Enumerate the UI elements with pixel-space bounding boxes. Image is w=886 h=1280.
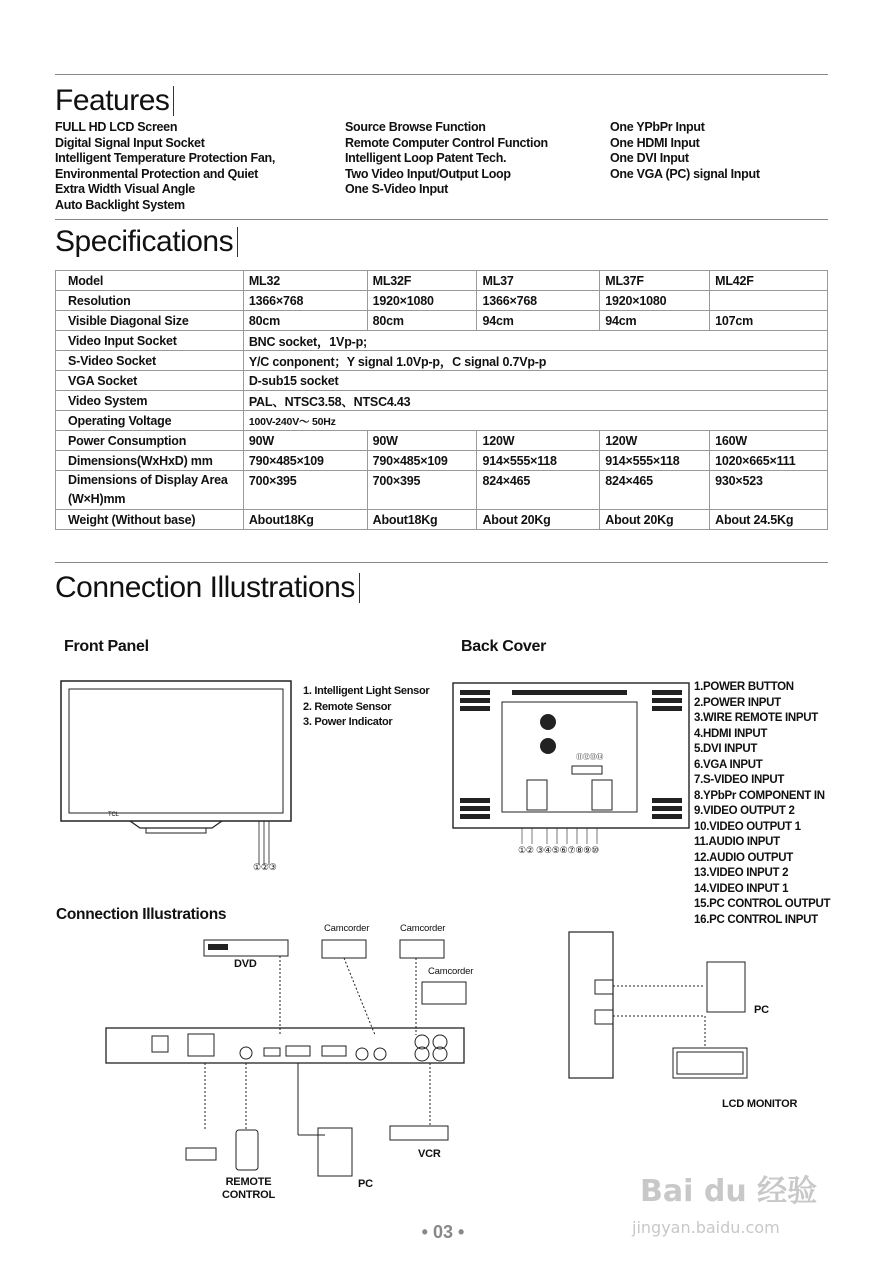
list-item: 7.S-VIDEO INPUT xyxy=(694,774,785,786)
feature-item: Auto Backlight System xyxy=(55,197,185,212)
feature-item: One DVI Input xyxy=(610,151,689,165)
list-item: 10.VIDEO OUTPUT 1 xyxy=(694,820,801,833)
list-item: 1.POWER BUTTON xyxy=(694,681,794,693)
diagram-title: Connection Illustrations xyxy=(56,906,227,923)
table-cell: Y/C conponent；Y signal 1.0Vp-p，C signal 0.7Vp-p xyxy=(243,351,827,371)
feature-item: Environmental Protection and Quiet xyxy=(55,166,259,181)
table-cell: About 24.5Kg xyxy=(710,510,828,530)
table-row-vga xyxy=(56,371,828,391)
table-cell: Visible Diagonal Size xyxy=(56,311,244,331)
features-col-1 xyxy=(55,120,275,213)
table-cell: 100V-240V～ 50Hz xyxy=(243,411,827,431)
list-item: 5.DVI INPUT xyxy=(694,743,758,755)
back-callouts: ①② ③④⑤⑥⑦⑧⑨⑩ xyxy=(518,845,599,855)
specifications-table xyxy=(55,270,828,530)
list-item: 13.VIDEO INPUT 2 xyxy=(694,867,789,879)
watermark-logo: Bai du 经验 xyxy=(640,1174,818,1209)
spec-rule xyxy=(55,219,828,220)
list-item: 4.HDMI INPUT xyxy=(694,727,768,740)
back-top-callouts: ⑪⑫⑬⑭ xyxy=(576,754,604,761)
table-cell: ML32 xyxy=(243,271,367,291)
table-cell: Model xyxy=(56,271,244,291)
page-number: • 03 • xyxy=(421,1222,465,1242)
table-cell: Dimensions(WxHxD) mm xyxy=(56,451,244,471)
lcd-monitor-label: LCD MONITOR xyxy=(722,1098,798,1110)
table-cell: 80cm xyxy=(367,311,477,331)
table-cell: 160W xyxy=(710,431,828,451)
pc-control-diagram xyxy=(565,930,755,1080)
list-item: 3.WIRE REMOTE INPUT xyxy=(694,712,819,724)
table-cell: Video System xyxy=(56,391,244,411)
list-item: 3. Power Indicator xyxy=(303,716,393,728)
front-panel-list xyxy=(303,684,429,731)
back-cover-diagram xyxy=(452,682,690,847)
remote-control-label: REMOTE CONTROL xyxy=(222,1176,275,1201)
table-cell: 80cm xyxy=(243,311,367,331)
table-cell: 120W xyxy=(600,431,710,451)
feature-item: Remote Computer Control Function xyxy=(345,135,548,150)
connection-heading: Connection Illustrations xyxy=(55,573,360,603)
feature-item: Intelligent Loop Patent Tech. xyxy=(345,151,507,165)
list-item: 1. Intelligent Light Sensor xyxy=(303,685,430,697)
table-cell: 94cm xyxy=(600,311,710,331)
table-cell xyxy=(710,291,828,311)
table-row-weight xyxy=(56,510,828,530)
table-cell: Resolution xyxy=(56,291,244,311)
table-row-diagonal xyxy=(56,311,828,331)
list-item: 15.PC CONTROL OUTPUT xyxy=(694,898,831,910)
table-cell: 1020×665×111 xyxy=(710,451,828,471)
table-cell: About 20Kg xyxy=(600,510,710,530)
pc-label-1: PC xyxy=(358,1178,373,1190)
table-cell: PAL、NTSC3.58、NTSC4.43 xyxy=(243,391,827,411)
watermark-url: jingyan.baidu.com xyxy=(632,1218,780,1237)
table-cell: 90W xyxy=(367,431,477,451)
table-row-model xyxy=(56,271,828,291)
top-rule xyxy=(55,74,828,75)
pc-label-2: PC xyxy=(754,1004,769,1016)
table-cell: 107cm xyxy=(710,311,828,331)
table-cell: 914×555×118 xyxy=(600,451,710,471)
specifications-heading: Specifications xyxy=(55,227,238,257)
table-row-power xyxy=(56,431,828,451)
table-cell: ML37F xyxy=(600,271,710,291)
front-panel-diagram xyxy=(60,680,292,880)
table-cell: 94cm xyxy=(477,311,600,331)
table-cell: 120W xyxy=(477,431,600,451)
table-cell: Power Consumption xyxy=(56,431,244,451)
table-cell: About18Kg xyxy=(243,510,367,530)
list-item: 8.YPbPr COMPONENT IN xyxy=(694,789,825,802)
features-heading: Features xyxy=(55,86,174,116)
table-cell: Video Input Socket xyxy=(56,331,244,351)
table-cell: 700×395 xyxy=(367,471,477,510)
table-cell: D-sub15 socket xyxy=(243,371,827,391)
table-cell: 914×555×118 xyxy=(477,451,600,471)
front-callouts: ①②③ xyxy=(253,862,277,872)
list-item: 6.VGA INPUT xyxy=(694,758,763,771)
connection-diagram xyxy=(100,930,470,1180)
table-row-svideo xyxy=(56,351,828,371)
feature-item: FULL HD LCD Screen xyxy=(55,120,178,134)
table-cell: VGA Socket xyxy=(56,371,244,391)
table-cell: 930×523 xyxy=(710,471,828,510)
list-item: 12.AUDIO OUTPUT xyxy=(694,851,794,864)
table-cell: ML37 xyxy=(477,271,600,291)
list-item: 14.VIDEO INPUT 1 xyxy=(694,882,789,895)
table-cell: 790×485×109 xyxy=(243,451,367,471)
list-item: 16.PC CONTROL INPUT xyxy=(694,913,818,926)
list-item: 2.POWER INPUT xyxy=(694,696,781,709)
table-cell: About 20Kg xyxy=(477,510,600,530)
table-cell: ML42F xyxy=(710,271,828,291)
table-cell: About18Kg xyxy=(367,510,477,530)
camcorder-label-2: Camcorder xyxy=(400,923,446,934)
feature-item: One YPbPr Input xyxy=(610,120,705,134)
feature-item: One HDMI Input xyxy=(610,135,700,150)
features-col-3 xyxy=(610,120,760,182)
table-cell: Weight (Without base) xyxy=(56,510,244,530)
list-item: 11.AUDIO INPUT xyxy=(694,836,780,848)
feature-item: Extra Width Visual Angle xyxy=(55,182,195,196)
table-cell: 790×485×109 xyxy=(367,451,477,471)
table-row-video-input xyxy=(56,331,828,351)
table-row-dimensions xyxy=(56,451,828,471)
table-cell: Operating Voltage xyxy=(56,411,244,431)
back-cover-list xyxy=(694,680,830,928)
table-cell: 1920×1080 xyxy=(600,291,710,311)
table-cell: S-Video Socket xyxy=(56,351,244,371)
vcr-label: VCR xyxy=(418,1148,441,1160)
list-item: 9.VIDEO OUTPUT 2 xyxy=(694,805,795,817)
table-cell: Dimensions of Display Area (W×H)mm xyxy=(56,471,244,510)
table-cell: 824×465 xyxy=(600,471,710,510)
table-cell: 824×465 xyxy=(477,471,600,510)
table-row-voltage xyxy=(56,411,828,431)
feature-item: Source Browse Function xyxy=(345,120,486,134)
table-cell: 1366×768 xyxy=(243,291,367,311)
table-cell: 90W xyxy=(243,431,367,451)
table-row-video-system xyxy=(56,391,828,411)
feature-item: Digital Signal Input Socket xyxy=(55,135,205,150)
list-item: 2. Remote Sensor xyxy=(303,700,392,713)
feature-item: Intelligent Temperature Protection Fan, xyxy=(55,151,276,165)
table-row-resolution xyxy=(56,291,828,311)
tv-brand: TCL xyxy=(108,812,119,818)
camcorder-label-1: Camcorder xyxy=(324,923,370,934)
feature-item: One VGA (PC) signal Input xyxy=(610,166,760,181)
table-cell: ML32F xyxy=(367,271,477,291)
dvd-label: DVD xyxy=(234,958,257,970)
table-row-display-area xyxy=(56,471,828,510)
table-cell: BNC socket，1Vp-p; xyxy=(243,331,827,351)
table-cell: 700×395 xyxy=(243,471,367,510)
connection-rule xyxy=(55,562,828,563)
front-panel-title: Front Panel xyxy=(64,638,149,655)
back-cover-title: Back Cover xyxy=(461,638,547,655)
table-cell: 1366×768 xyxy=(477,291,600,311)
features-col-2 xyxy=(345,120,548,198)
feature-item: One S-Video Input xyxy=(345,182,449,196)
camcorder-label-3: Camcorder xyxy=(428,966,474,977)
table-cell: 1920×1080 xyxy=(367,291,477,311)
feature-item: Two Video Input/Output Loop xyxy=(345,166,511,181)
